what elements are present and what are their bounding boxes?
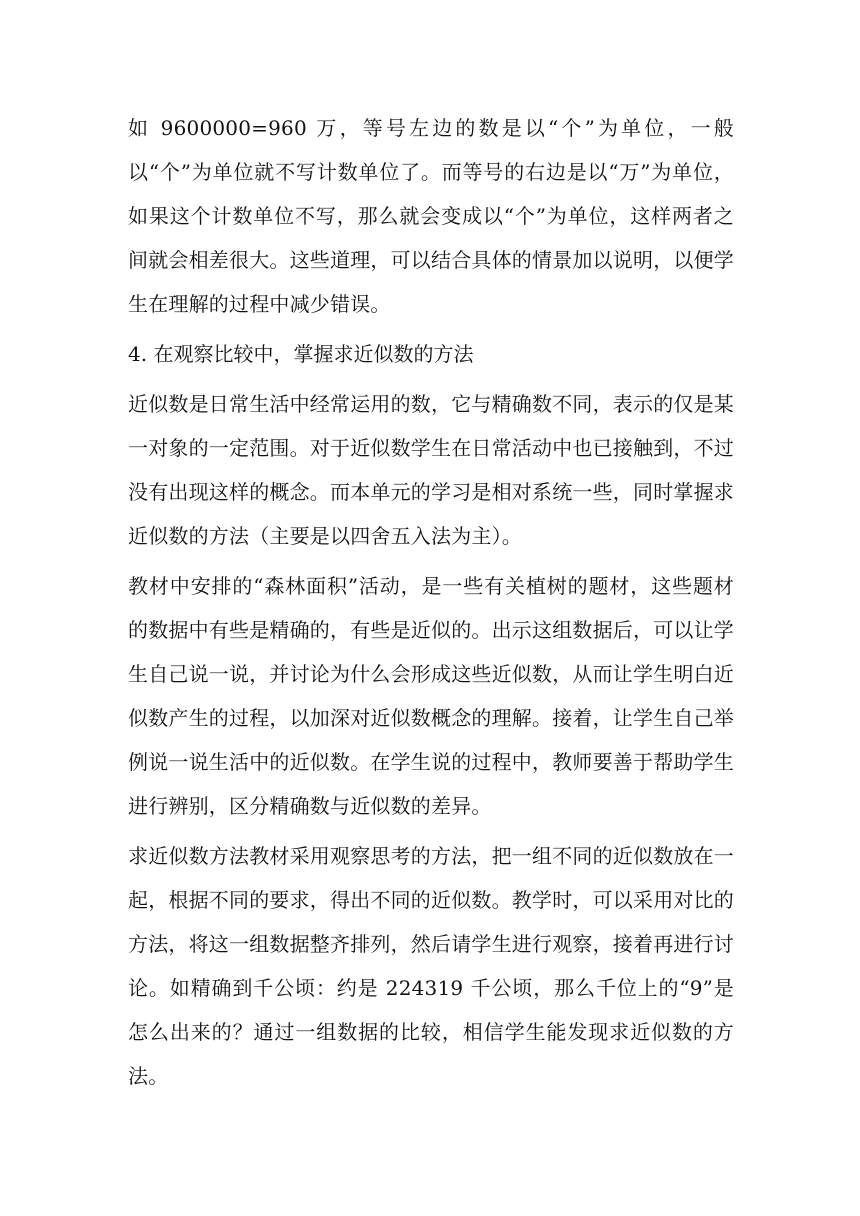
document-page [128,106,734,1104]
paragraph-unit-explanation: 如 9600000=960 万，等号左边的数是以“个”为单位，一般以“个”为单位就不写计数单位了。而等号的右边是以“万”为单位，如果这个计数单位不写，那么就会变成以“个”为单位，这样两者之间就会相差很大。这些道理，可以结合具体的情景加以说明，以便学生在理解的过程中减少错误。 [128,116,734,316]
paragraph-forest-area-activity: 教材中安排的“森林面积”活动，是一些有关植树的题材，这些题材的数据中有些是精确的，有些是近似的。出示这组数据后，可以让学生自己说一说，并讨论为什么会形成这些近似数，从而让学生明白近似数产生的过程，以加深对近似数概念的理解。接着，让学生自己举例说一说生活中的近似数。在学生说的过程中，教师要善于帮助学生进行辨别，区分精确数与近似数的差异。 [128,574,734,818]
section-heading-approximate-numbers: 4. 在观察比较中，掌握求近似数的方法 [128,342,474,366]
paragraph-method-teaching: 求近似数方法教材采用观察思考的方法，把一组不同的近似数放在一起，根据不同的要求，得出不同的近似数。教学时，可以采用对比的方法，将这一组数据整齐排列，然后请学生进行观察，接着再进行讨论。如精确到千公顷：约是 224319 千公顷，那么千位上的“9”是怎么出来的？通过一组数据的比较，相信学生能发现求近似数的方法。 [128,844,734,1088]
paragraph-approximate-intro: 近似数是日常生活中经常运用的数，它与精确数不同，表示的仅是某一对象的一定范围。对于近似数学生在日常活动中也已接触到，不过没有出现这样的概念。而本单元的学习是相对系统一些，同时掌握求近似数的方法（主要是以四舍五入法为主）。 [128,392,734,548]
